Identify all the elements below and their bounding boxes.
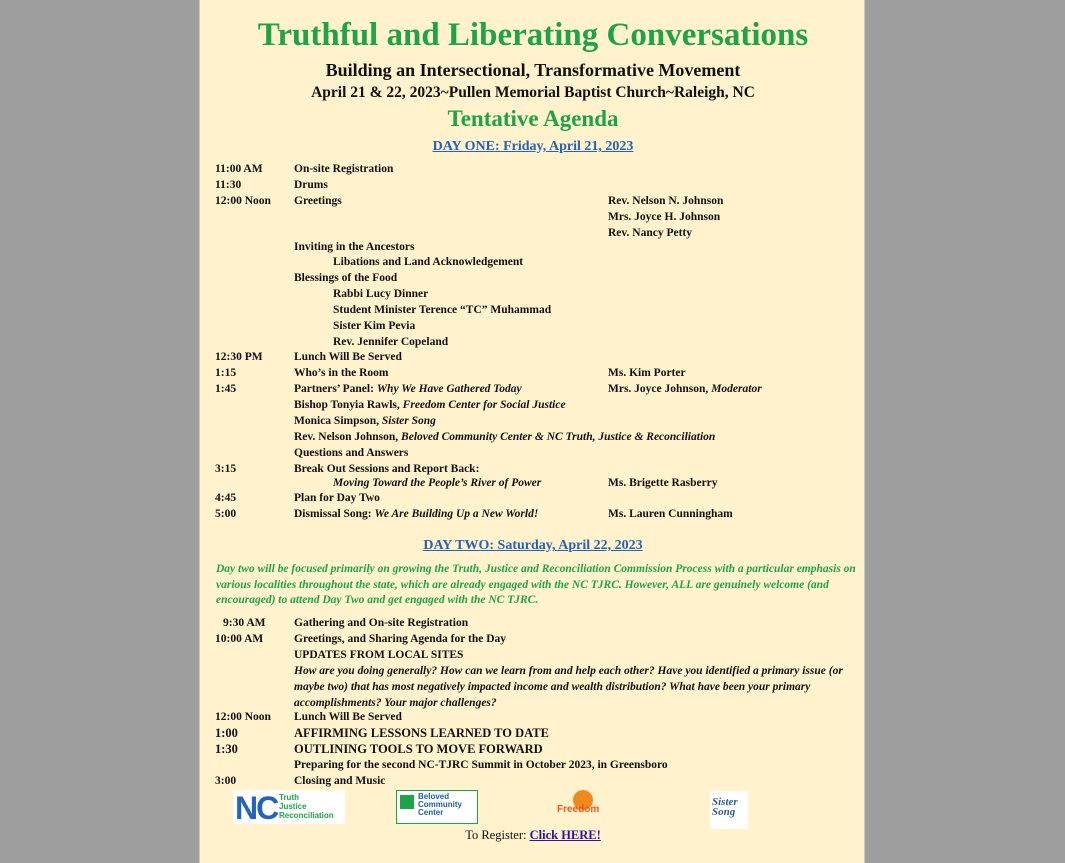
updates-questions: How are you doing generally? How can we learn from and help each other? Have you identified a primary issue (or maybe two) that has most negatively impacted income and wealth distribution? What have been your primary accomplishments? Your major challenges? bbox=[294, 665, 843, 709]
agenda-item: Sister Kim Pevia bbox=[333, 320, 416, 332]
agenda-time: 3:15 bbox=[215, 463, 237, 475]
agenda-time: 12:00 Noon bbox=[215, 195, 271, 207]
freedom-logo-text: Freedom bbox=[557, 804, 600, 815]
agenda-row bbox=[215, 351, 855, 367]
agenda-item: Dismissal Song: We Are Building Up a New World! bbox=[294, 508, 539, 520]
day-two-heading: DAY TWO: Saturday, April 22, 2023 bbox=[423, 538, 643, 553]
freedom-center-logo bbox=[555, 790, 607, 824]
agenda-item: Gathering and On-site Registration bbox=[294, 617, 469, 629]
agenda-row bbox=[215, 447, 855, 463]
agenda-time: 9:30 AM bbox=[223, 617, 266, 629]
agenda-row bbox=[215, 256, 855, 272]
agenda-item: Greetings bbox=[294, 195, 342, 207]
agenda-row bbox=[215, 304, 855, 320]
agenda-heading: Tentative Agenda bbox=[447, 106, 619, 131]
agenda-row bbox=[215, 211, 855, 227]
agenda-time: 3:00 bbox=[215, 775, 237, 787]
agenda-person: Ms. Lauren Cunningham bbox=[608, 508, 733, 520]
agenda-item: Blessings of the Food bbox=[294, 272, 398, 284]
agenda-row bbox=[215, 742, 855, 758]
sister-song-logo-text: Sister Song bbox=[712, 796, 738, 818]
agenda-item: Monica Simpson, Sister Song bbox=[294, 415, 436, 427]
agenda-time: 11:30 bbox=[215, 179, 242, 191]
agenda-row bbox=[215, 336, 855, 352]
agenda-person: Rev. Nancy Petty bbox=[608, 227, 692, 239]
agenda-row bbox=[215, 288, 855, 304]
agenda-row bbox=[215, 367, 855, 383]
agenda-row bbox=[215, 320, 855, 336]
agenda-time: 11:00 AM bbox=[215, 163, 263, 175]
agenda-item: Plan for Day Two bbox=[294, 492, 380, 504]
agenda-item: Drums bbox=[294, 179, 328, 191]
agenda-row bbox=[215, 399, 855, 415]
agenda-item: Closing and Music bbox=[294, 775, 386, 787]
agenda-item: Moving Toward the People’s River of Power bbox=[333, 477, 542, 489]
agenda-item: Greetings, and Sharing Agenda for the Day bbox=[294, 633, 507, 645]
nc-tjrc-logo-text: Truth Justice Reconciliation bbox=[279, 793, 334, 820]
page-subtitle: Building an Intersectional, Transformative Movement bbox=[325, 60, 741, 80]
agenda-item: On-site Registration bbox=[294, 163, 394, 175]
agenda-time: 10:00 AM bbox=[215, 633, 264, 645]
agenda-time: 1:30 bbox=[215, 742, 238, 756]
agenda-item: Lunch Will Be Served bbox=[294, 711, 402, 723]
agenda-person: Mrs. Joyce H. Johnson bbox=[608, 211, 721, 223]
agenda-row bbox=[215, 241, 855, 257]
agenda-row bbox=[215, 383, 855, 399]
agenda-item: Student Minister Terence “TC” Muhammad bbox=[333, 304, 552, 316]
agenda-person: Rev. Nelson N. Johnson bbox=[608, 195, 724, 207]
day-one-heading: DAY ONE: Friday, April 21, 2023 bbox=[432, 139, 634, 154]
nc-tjrc-logo bbox=[233, 790, 345, 824]
house-icon bbox=[400, 795, 414, 809]
agenda-row bbox=[215, 195, 855, 211]
day-two-note: Day two will be focused primarily on growing the Truth, Justice and Reconciliation Commission Process with a particular emphasis on various localities throughout the state, which are already engaged with the NC TJRC. However, ALL are genuinely welcome (and encouraged) to attend Day Two and get engaged with the NC TJRC. bbox=[216, 563, 856, 606]
agenda-item: Bishop Tonyia Rawls, Freedom Center for Social Justice bbox=[294, 399, 566, 411]
agenda-page bbox=[199, 0, 865, 863]
agenda-item: OUTLINING TOOLS TO MOVE FORWARD bbox=[294, 742, 543, 756]
agenda-row bbox=[215, 775, 855, 791]
agenda-row bbox=[215, 759, 855, 775]
agenda-person: Ms. Kim Porter bbox=[608, 367, 686, 379]
agenda-row bbox=[215, 163, 855, 179]
beloved-community-center-logo bbox=[396, 790, 478, 824]
agenda-item: Who’s in the Room bbox=[294, 367, 389, 379]
agenda-item: Inviting in the Ancestors bbox=[294, 241, 415, 253]
agenda-row bbox=[215, 508, 855, 524]
agenda-item: UPDATES FROM LOCAL SITES bbox=[294, 649, 464, 661]
agenda-person: Ms. Brigette Rasberry bbox=[608, 477, 718, 489]
register-link[interactable]: Click HERE! bbox=[529, 828, 601, 842]
day-two-heading-wrap bbox=[200, 536, 866, 554]
agenda-person: Mrs. Joyce Johnson, Moderator bbox=[608, 383, 762, 395]
day-one-heading-wrap bbox=[200, 137, 866, 155]
nc-mark: NC bbox=[235, 790, 278, 826]
agenda-item: AFFIRMING LESSONS LEARNED TO DATE bbox=[294, 726, 549, 740]
agenda-row bbox=[215, 711, 855, 727]
agenda-time: 12:00 Noon bbox=[215, 711, 271, 723]
page-title: Truthful and Liberating Conversations bbox=[257, 17, 809, 53]
agenda-row bbox=[215, 492, 855, 508]
event-dateline: April 21 & 22, 2023~Pullen Memorial Baptist Church~Raleigh, NC bbox=[311, 84, 755, 101]
agenda-item: Questions and Answers bbox=[294, 447, 409, 459]
agenda-row bbox=[215, 272, 855, 288]
agenda-time: 4:45 bbox=[215, 492, 237, 504]
agenda-item: Lunch Will Be Served bbox=[294, 351, 402, 363]
bcc-logo-text: Beloved Community Center bbox=[418, 792, 462, 817]
agenda-row bbox=[215, 633, 855, 649]
agenda-row bbox=[215, 617, 855, 633]
agenda-row bbox=[215, 431, 855, 447]
register-label: To Register: bbox=[465, 828, 530, 842]
agenda-item: Preparing for the second NC-TJRC Summit in October 2023, in Greensboro bbox=[294, 759, 668, 771]
register-line bbox=[200, 828, 866, 843]
agenda-item: Partners’ Panel: Why We Have Gathered Today bbox=[294, 383, 522, 395]
agenda-row bbox=[215, 179, 855, 195]
agenda-item: Libations and Land Acknowledgement bbox=[333, 256, 524, 268]
agenda-item: Rabbi Lucy Dinner bbox=[333, 288, 429, 300]
agenda-item: Break Out Sessions and Report Back: bbox=[294, 463, 480, 475]
agenda-time: 5:00 bbox=[215, 508, 237, 520]
sister-song-logo bbox=[710, 791, 748, 829]
agenda-row bbox=[215, 477, 855, 493]
agenda-item: Rev. Jennifer Copeland bbox=[333, 336, 449, 348]
agenda-time: 1:15 bbox=[215, 367, 237, 379]
agenda-time: 12:30 PM bbox=[215, 351, 263, 363]
agenda-row bbox=[215, 726, 855, 742]
agenda-row bbox=[215, 415, 855, 431]
agenda-time: 1:00 bbox=[215, 726, 238, 740]
agenda-time: 1:45 bbox=[215, 383, 237, 395]
agenda-item: Rev. Nelson Johnson, Beloved Community Center & NC Truth, Justice & Reconciliation bbox=[294, 431, 716, 443]
